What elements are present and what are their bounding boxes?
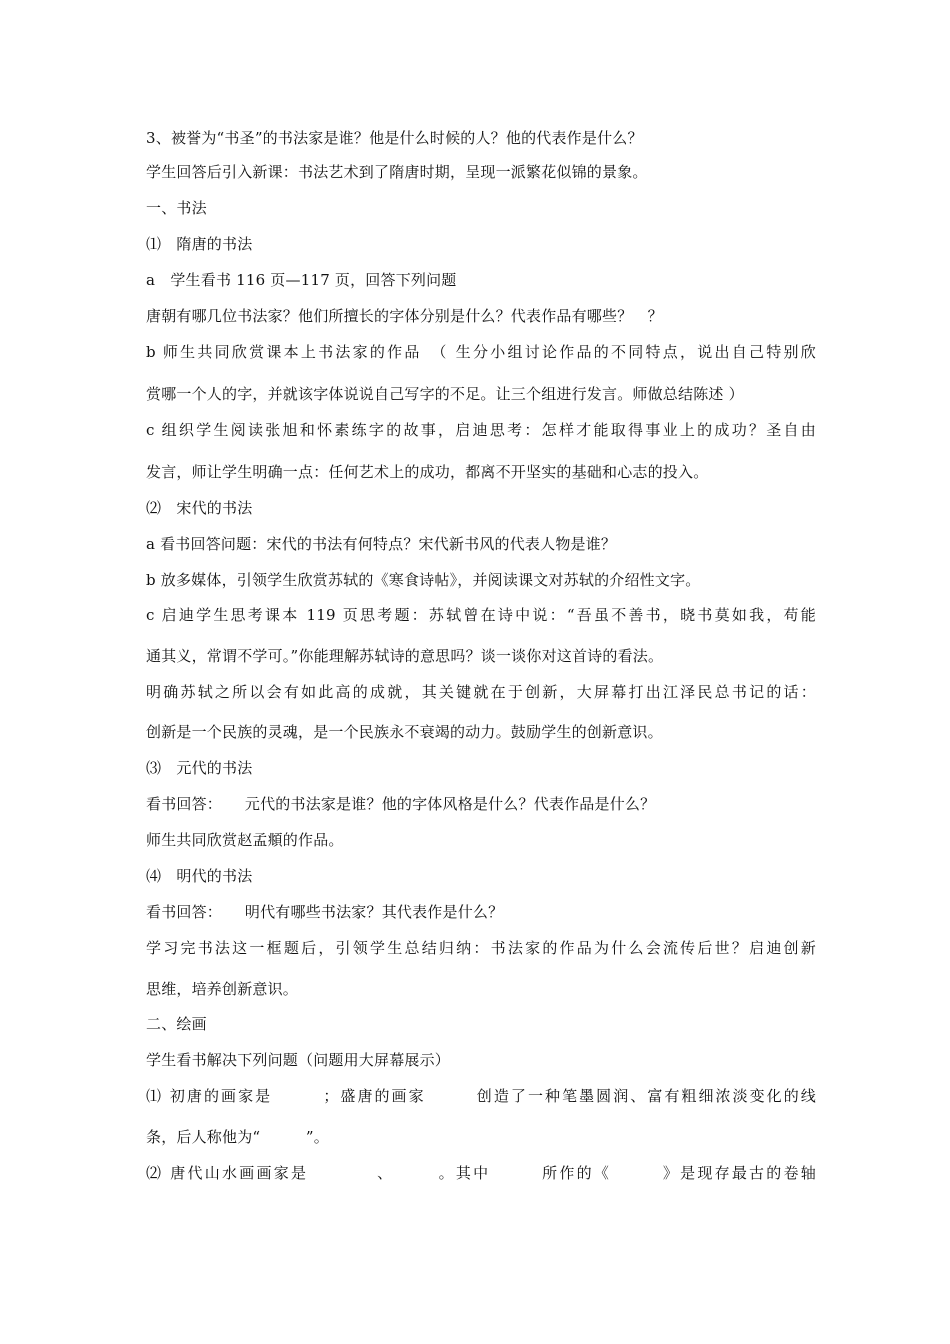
- text-line: 师生共同欣赏赵孟頫的作品。: [146, 831, 344, 849]
- text-line: a 学生看书 116 页—117 页，回答下列问题: [146, 271, 457, 289]
- subsection-heading: ⑷ 明代的书法: [146, 867, 253, 885]
- text-line: 赏哪一个人的字，并就该字体说说自己写字的不足。让三个组进行发言。师做总结陈述 ）: [146, 385, 744, 403]
- text-line: 学习完书法这一框题后，引领学生总结归纳：书法家的作品为什么会流传后世？启迪创新: [146, 939, 816, 957]
- text-line: 3、被誉为“书圣”的书法家是谁？他是什么时候的人？他的代表作是什么？: [146, 129, 643, 147]
- text-line: 看书回答： 明代有哪些书法家？其代表作是什么？: [146, 903, 504, 921]
- text-line: 看书回答： 元代的书法家是谁？他的字体风格是什么？代表作品是什么？: [146, 795, 656, 813]
- text-line: 思维，培养创新意识。: [146, 980, 299, 998]
- text-line: b 师生共同欣赏课本上书法家的作品 （ 生分小组讨论作品的不同特点，说出自己特别欣: [146, 343, 816, 361]
- text-line: c 组织学生阅读张旭和怀素练字的故事，启迪思考：怎样才能取得事业上的成功？圣自由: [146, 421, 816, 439]
- text-line: 创新是一个民族的灵魂，是一个民族永不衰竭的动力。鼓励学生的创新意识。: [146, 723, 663, 741]
- section-heading: 一、书法: [146, 199, 207, 217]
- text-line: 条，后人称他为“ ”。: [146, 1128, 329, 1146]
- text-line: 学生看书解决下列问题（问题用大屏幕展示）: [146, 1051, 451, 1069]
- subsection-heading: ⑵ 宋代的书法: [146, 499, 253, 517]
- text-line: 学生回答后引入新课：书法艺术到了隋唐时期，呈现一派繁花似锦的景象。: [146, 163, 648, 181]
- text-line: a 看书回答问题：宋代的书法有何特点？宋代新书风的代表人物是谁？: [146, 535, 617, 553]
- text-line: b 放多媒体，引领学生欣赏苏轼的《寒食诗帖》，并阅读课文对苏轼的介绍性文字。: [146, 571, 701, 589]
- text-line: ⑵ 唐代山水画画家是 、 。其中 所作的《 》是现存最古的卷轴: [146, 1164, 816, 1182]
- section-heading: 二、绘画: [146, 1015, 207, 1033]
- text-line: 明确苏轼之所以会有如此高的成就，其关键就在于创新，大屏幕打出江泽民总书记的话：: [146, 683, 816, 701]
- text-line: 发言，师让学生明确一点：任何艺术上的成功，都离不开坚实的基础和心志的投入。: [146, 463, 709, 481]
- text-line: 唐朝有哪几位书法家？他们所擅长的字体分别是什么？代表作品有哪些？ ？: [146, 307, 663, 325]
- subsection-heading: ⑶ 元代的书法: [146, 759, 253, 777]
- text-line: ⑴ 初唐的画家是 ；盛唐的画家 创造了一种笔墨圆润、富有粗细浓淡变化的线: [146, 1087, 816, 1105]
- text-line: 通其义，常谓不学可。”你能理解苏轼诗的意思吗？谈一谈你对这首诗的看法。: [146, 647, 664, 665]
- text-line: c 启迪学生思考课本 119 页思考题：苏轼曾在诗中说：“吾虽不善书，晓书莫如我，苟能: [146, 606, 816, 624]
- subsection-heading: ⑴ 隋唐的书法: [146, 235, 253, 253]
